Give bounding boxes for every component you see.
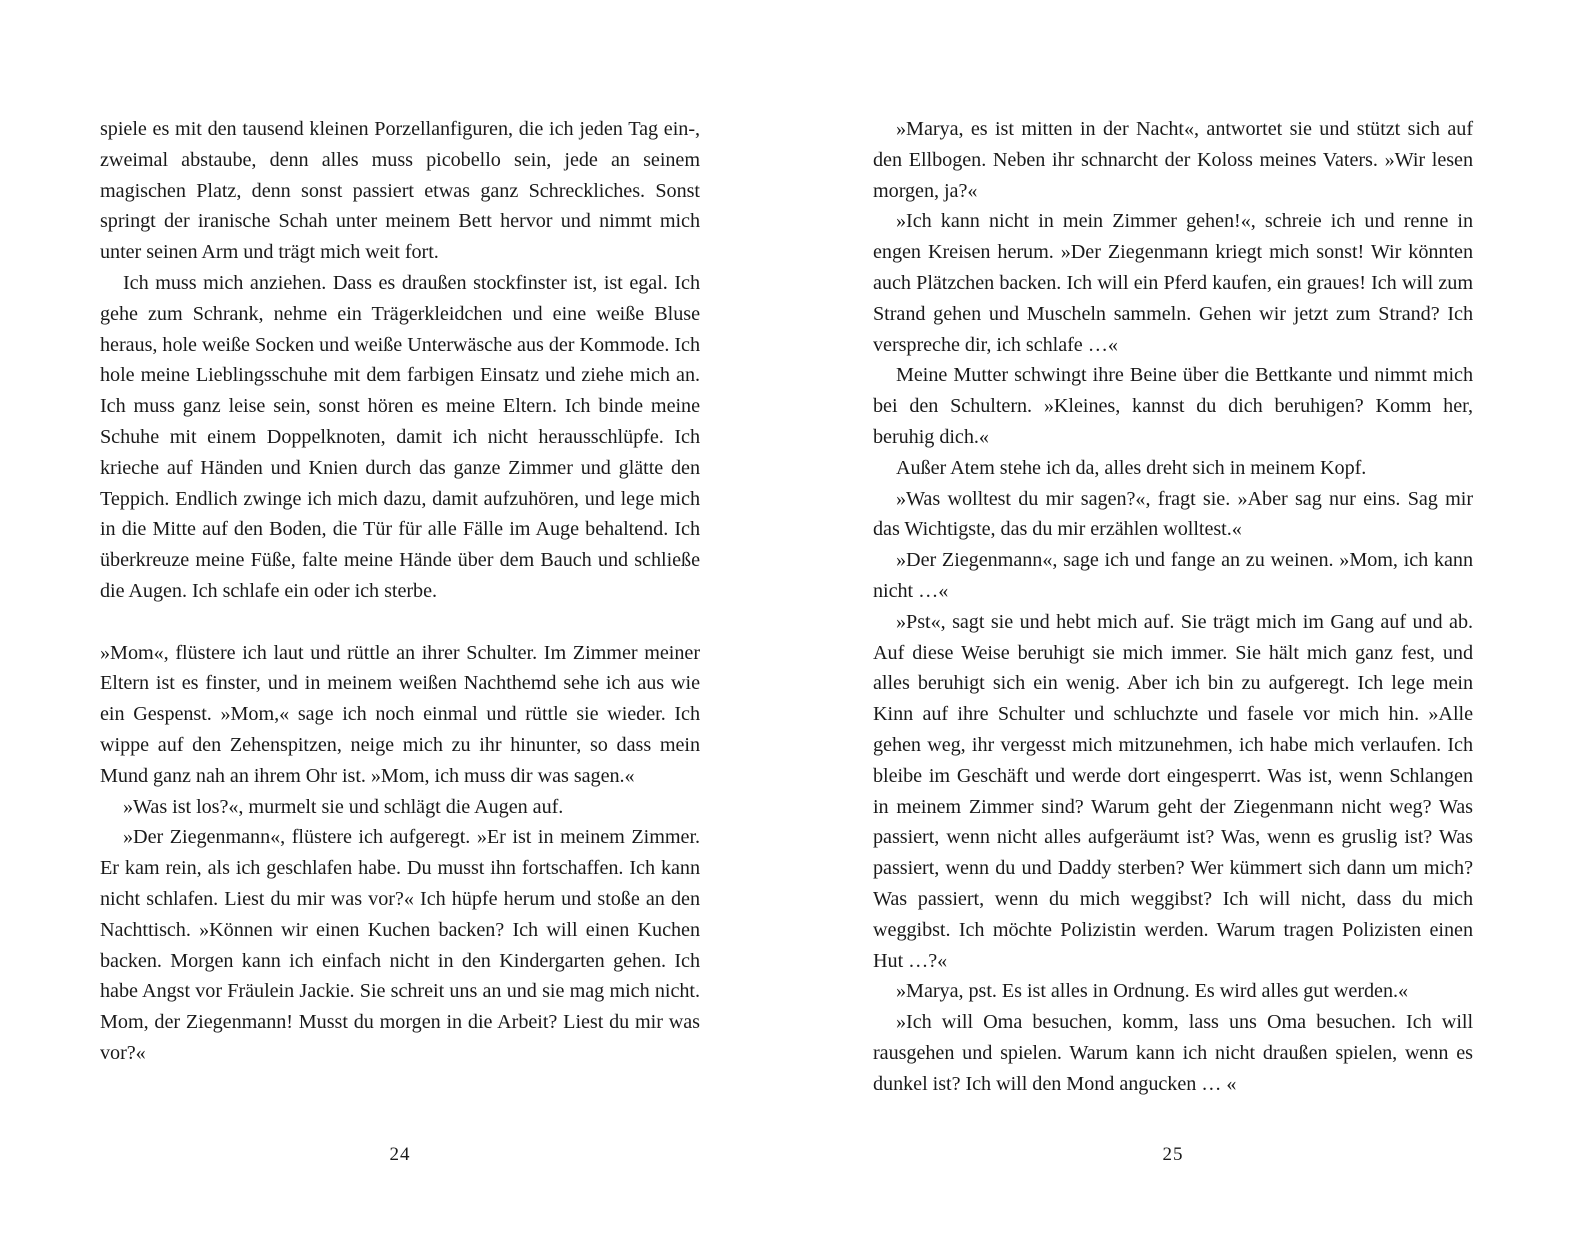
paragraph: »Pst«, sagt sie und hebt mich auf. Sie trägt mich im Gang auf und ab. Auf diese Weise beruhigt sie mich immer. Sie hält mich ganz fest, und alles beruhigt sich ein wenig. Aber ich bin zu aufgeregt. Ich lege mein Kinn auf ihre Schulter und schluchzte und fasele vor mich hin. »Alle gehen weg, ihr vergesst mich mitzunehmen, ich habe mich verlaufen. Ich bleibe im Geschäft und werde dort eingesperrt. Was ist, wenn Schlangen in meinem Zimmer sind? Warum geht der Ziegenmann nicht weg? Was passiert, wenn nicht alles aufgeräumt ist? Was, wenn es gruslig ist? Was passiert, wenn du und Daddy sterben? Wer kümmert sich dann um mich? Was passiert, wenn du mich weggibst? Ich will nicht, dass du mich weggibst. Ich möchte Polizistin werden. Warum tragen Polizisten einen Hut …?« [873,610,1473,972]
left-page [100,114,700,1114]
paragraph: Meine Mutter schwingt ihre Beine über die Bettkante und nimmt mich bei den Schultern. »Kleines, kannst du dich beruhigen? Komm her, beruhig dich.« [873,364,1473,448]
paragraph: »Was wolltest du mir sagen?«, fragt sie. »Aber sag nur eins. Sag mir das Wichtigste, das du mir erzählen wolltest.« [873,487,1473,541]
paragraph: »Marya, pst. Es ist alles in Ordnung. Es wird alles gut werden.« [896,980,1409,1003]
paragraph: »Ich will Oma besuchen, komm, lass uns Oma besuchen. Ich will rausgehen und spielen. Warum kann ich nicht draußen spielen, wenn es dunkel ist? Ich will den Mond angucken … « [873,1011,1473,1095]
paragraph: »Der Ziegenmann«, flüstere ich aufgeregt. »Er ist in meinem Zimmer. Er kam rein, als ich geschlafen habe. Du musst ihn fortschaffen. Ich kann nicht schlafen. Liest du mir was vor?« Ich hüpfe herum und stoße an den Nachttisch. »Können wir einen Kuchen backen? Ich will einen Kuchen backen. Morgen kann ich einfach nicht in den Kindergarten gehen. Ich habe Angst vor Fräulein Jackie. Sie schreit uns an und sie mag mich nicht. Mom, der Ziegenmann! Musst du morgen in die Arbeit? Liest du mir was vor?« [100,826,700,1064]
page-number-left: 24 [389,1144,411,1165]
paragraph: »Ich kann nicht in mein Zimmer gehen!«, schreie ich und renne in engen Kreisen herum. »Der Ziegenmann kriegt mich sonst! Wir könnten auch Plätzchen backen. Ich will ein Pferd kaufen, ein graues! Ich will zum Strand gehen und Muscheln sammeln. Gehen wir jetzt zum Strand? Ich verspreche dir, ich schlafe …« [873,210,1473,356]
right-page [873,114,1473,1114]
paragraph: Außer Atem stehe ich da, alles dreht sich in meinem Kopf. [896,456,1367,479]
paragraph: spiele es mit den tausend kleinen Porzellanfiguren, die ich jeden Tag ein-, zweimal abstaube, denn alles muss picobello sein, jede an seinem magischen Platz, denn sonst passiert etwas ganz Schreckliches. Sonst springt der iranische Schah unter meinem Bett hervor und nimmt mich unter seinen Arm und trägt mich weit fort. [100,118,700,264]
paragraph: »Was ist los?«, murmelt sie und schlägt die Augen auf. [123,795,564,818]
paragraph: »Der Ziegenmann«, sage ich und fange an zu weinen. »Mom, ich kann nicht …« [873,549,1473,602]
paragraph: Ich muss mich anziehen. Dass es draußen stockfinster ist, ist egal. Ich gehe zum Schrank, nehme ein Trägerkleidchen und eine weiße Bluse heraus, hole weiße Socken und weiße Unterwäsche aus der Kommode. Ich hole meine Lieblingsschuhe mit dem farbigen Einsatz und ziehe mich an. Ich muss ganz leise sein, sonst hören es meine Eltern. Ich binde meine Schuhe mit einem Doppelknoten, damit ich nicht herausschlüpfe. Ich krieche auf Händen und Knien durch das ganze Zimmer und glätte den Teppich. Endlich zwinge ich mich dazu, damit aufzuhören, und lege mich in die Mitte auf den Boden, die Tür für alle Fälle im Auge behaltend. Ich überkreuze meine Füße, falte meine Hände über dem Bauch und schließe die Augen. Ich schlafe ein oder ich sterbe. [100,271,700,602]
paragraph: »Mom«, flüstere ich laut und rüttle an ihrer Schulter. Im Zimmer meiner Eltern ist es finster, und in meinem weißen Nachthemd sehe ich aus wie ein Gespenst. »Mom,« sage ich noch einmal und rüttle sie wieder. Ich wippe auf den Zehenspitzen, neige mich zu ihr hinunter, so dass mein Mund ganz nah an ihrem Ohr ist. »Mom, ich muss dir was sagen.« [100,641,700,787]
paragraph: »Marya, es ist mitten in der Nacht«, antwortet sie und stützt sich auf den Ellbogen. Neben ihr schnarcht der Koloss meines Vaters. »Wir lesen morgen, ja?« [873,118,1473,202]
page-number-right: 25 [1162,1144,1184,1165]
